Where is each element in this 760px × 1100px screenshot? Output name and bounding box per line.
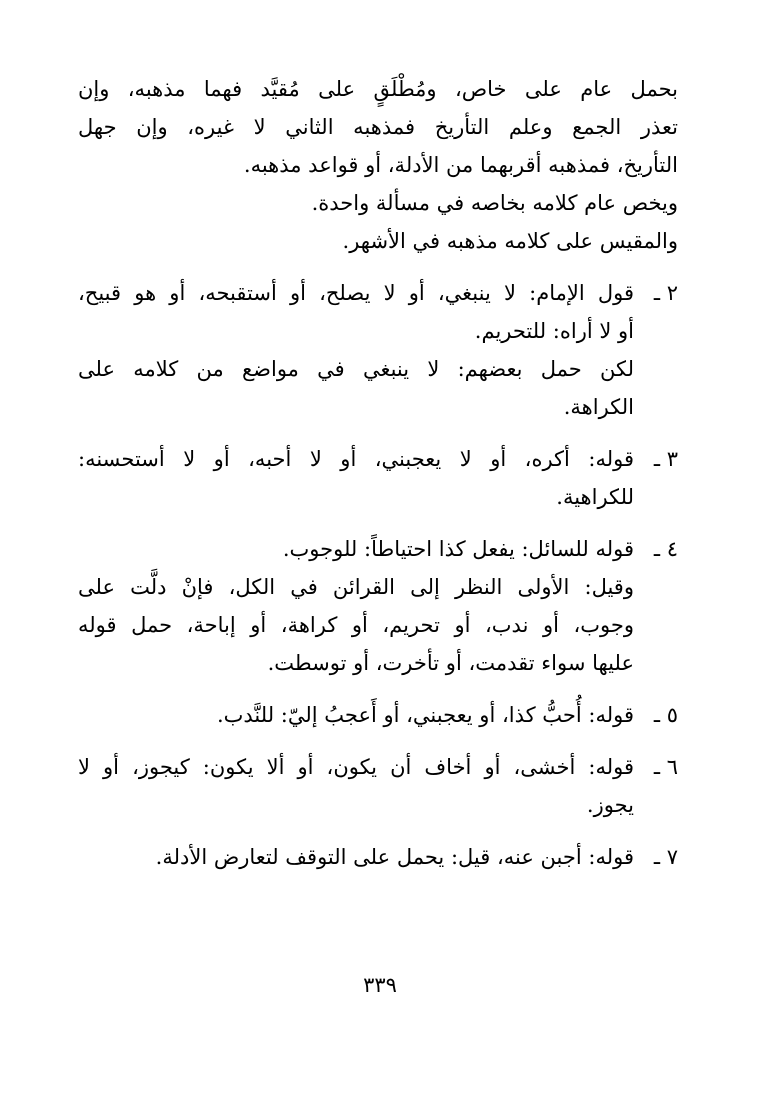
page-number: ٣٣٩ bbox=[363, 973, 397, 997]
text-line: قوله: أخشى، أو أخاف أن يكون، أو ألا يكون: كيجوز، أو لا bbox=[78, 755, 634, 779]
text-line: قوله للسائل: يفعل كذا احتياطاً: للوجوب. bbox=[282, 537, 634, 561]
item-body bbox=[78, 696, 634, 734]
item-number: ٥ ـ bbox=[653, 703, 678, 727]
text-line: وقيل: الأولى النظر إلى القرائن في الكل، فإنْ دلَّت على bbox=[78, 575, 634, 599]
list-item-5 bbox=[78, 696, 678, 734]
item-body bbox=[78, 838, 634, 876]
text-line: للكراهية. bbox=[556, 485, 634, 509]
item-number: ٢ ـ bbox=[653, 281, 678, 305]
text-line: أو لا أراه: للتحريم. bbox=[474, 319, 634, 343]
item-number: ٦ ـ bbox=[653, 755, 678, 779]
text-line: تعذر الجمع وعلم التأريخ فمذهبه الثاني لا غيره، وإن جهل bbox=[78, 115, 678, 139]
text-line: عليها سواء تقدمت، أو تأخرت، أو توسطت. bbox=[267, 651, 634, 675]
list-item-2 bbox=[78, 274, 678, 426]
text-line: وجوب، أو ندب، أو تحريم، أو كراهة، أو إباحة، حمل قوله bbox=[78, 613, 634, 637]
item-number: ٤ ـ bbox=[653, 537, 678, 561]
list-item-7 bbox=[78, 838, 678, 876]
list-item-3 bbox=[78, 440, 678, 516]
text-line: قوله: أجبن عنه، قيل: يحمل على التوقف لتعارض الأدلة. bbox=[155, 845, 634, 869]
text-line: بحمل عام على خاص، ومُطْلَقٍ على مُقيَّد فهما مذهبه، وإن bbox=[78, 77, 678, 101]
text-line: والمقيس على كلامه مذهبه في الأشهر. bbox=[342, 229, 678, 253]
item-number: ٣ ـ bbox=[653, 447, 678, 471]
text-line: الكراهة. bbox=[563, 395, 634, 419]
list-item-4 bbox=[78, 530, 678, 682]
item-body bbox=[78, 274, 634, 426]
item-body bbox=[78, 748, 634, 824]
item-body bbox=[78, 530, 634, 682]
item-body bbox=[78, 440, 634, 516]
text-line: قوله: أُحبُّ كذا، أو يعجبني، أو أَعجبُ إليّ: للنَّدب. bbox=[216, 703, 634, 727]
text-line: لكن حمل بعضهم: لا ينبغي في مواضع من كلامه على bbox=[78, 357, 634, 381]
list-item-6 bbox=[78, 748, 678, 824]
item-number: ٧ ـ bbox=[653, 845, 678, 869]
text-line: التأريخ، فمذهبه أقربهما من الأدلة، أو قواعد مذهبه. bbox=[243, 153, 678, 177]
text-line: قول الإمام: لا ينبغي، أو لا يصلح، أو أستقبحه، أو هو قبيح، bbox=[78, 281, 634, 305]
page-content bbox=[78, 70, 678, 890]
text-line: ويخص عام كلامه بخاصه في مسألة واحدة. bbox=[311, 191, 678, 215]
text-line: قوله: أكره، أو لا يعجبني، أو لا أحبه، أو لا أستحسنه: bbox=[78, 447, 634, 471]
intro-paragraph bbox=[78, 70, 678, 260]
text-line: يجوز. bbox=[586, 793, 634, 817]
